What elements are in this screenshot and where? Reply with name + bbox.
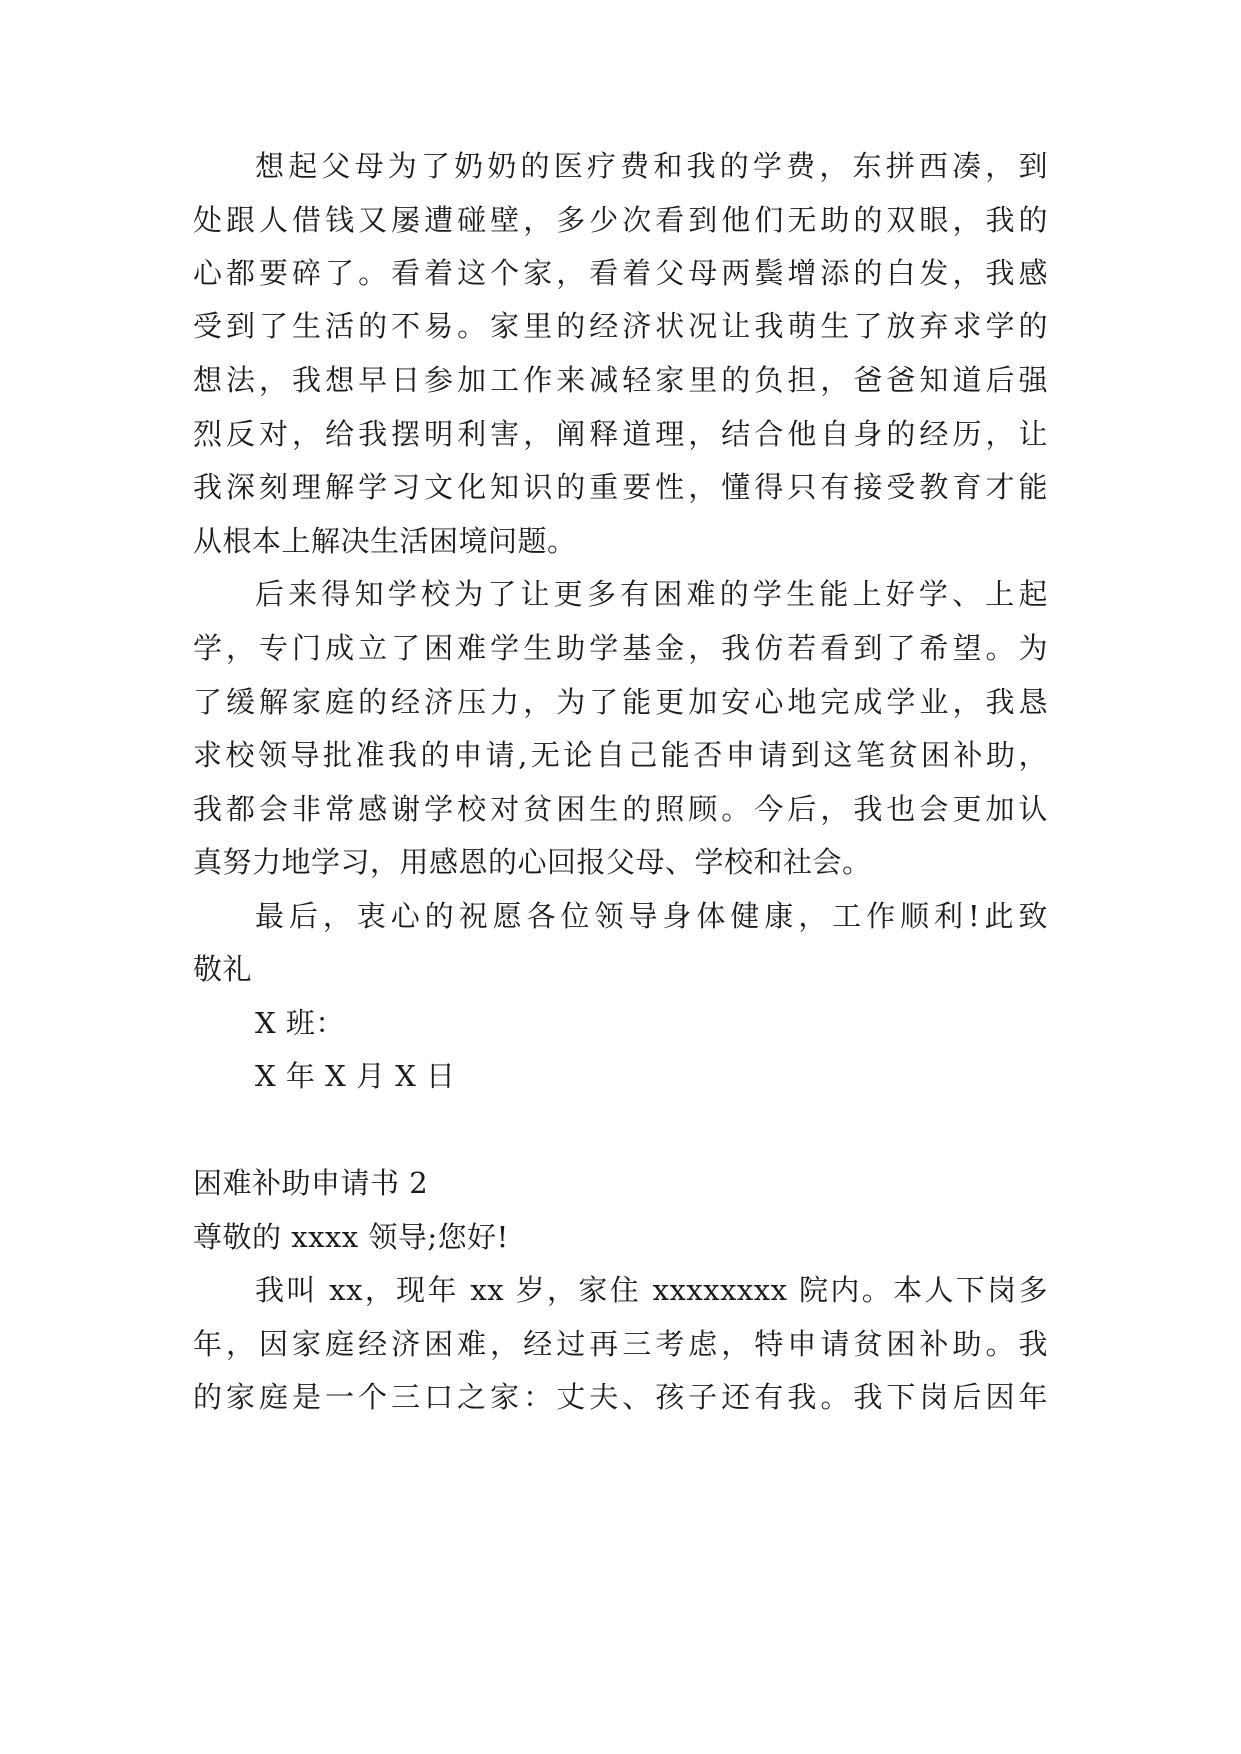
paragraph-2-line-1: 后来得知学校为了让更多有困难的学生能上好学、上起 [255, 577, 1048, 611]
paragraph-1-line-6: 烈反对，给我摆明利害，阐释道理，结合他自身的经历，让 [193, 417, 1048, 451]
paragraph-1-line-7: 我深刻理解学习文化知识的重要性，懂得只有接受教育才能 [193, 470, 1048, 504]
paragraph-2-line-6: 真努力地学习，用感恩的心回报父母、学校和社会。 [193, 845, 872, 879]
paragraph-1-line-8: 从根本上解决生活困境问题。 [193, 524, 577, 558]
paragraph-1-line-2: 处跟人借钱又屡遭碰壁，多少次看到他们无助的双眼，我的 [193, 203, 1048, 237]
paragraph-3-line-1: 我叫 xx，现年 xx 岁，家住 xxxxxxxx 院内。本人下岗多 [255, 1273, 1048, 1307]
paragraph-1-line-4: 受到了生活的不易。家里的经济状况让我萌生了放弃求学的 [193, 309, 1048, 343]
paragraph-2-line-3: 了缓解家庭的经济压力，为了能更加安心地完成学业，我恳 [193, 685, 1048, 719]
paragraph-2-line-4: 求校领导批准我的申请,无论自己能否申请到这笔贫困补助， [193, 738, 1048, 772]
signature-class: X 班： [255, 1006, 345, 1040]
paragraph-2-line-5: 我都会非常感谢学校对贫困生的照顾。今后，我也会更加认 [193, 792, 1048, 826]
salutation-jingli: 敬礼 [193, 952, 253, 986]
paragraph-3-line-2: 年，因家庭经济困难，经过再三考虑，特申请贫困补助。我 [193, 1327, 1048, 1361]
paragraph-1-line-5: 想法，我想早日参加工作来减轻家里的负担，爸爸知道后强 [193, 363, 1048, 397]
section-heading-2: 困难补助申请书 2 [193, 1166, 429, 1200]
closing-line: 最后，衷心的祝愿各位领导身体健康，工作顺利!此致 [255, 899, 1048, 933]
paragraph-2-line-2: 学，专门成立了困难学生助学基金，我仿若看到了希望。为 [193, 631, 1048, 665]
paragraph-3-line-3: 的家庭是一个三口之家：丈夫、孩子还有我。我下岗后因年 [193, 1380, 1048, 1414]
greeting-line: 尊敬的 xxxx 领导;您好! [193, 1220, 509, 1254]
paragraph-1-line-1: 想起父母为了奶奶的医疗费和我的学费，东拼西凑，到 [255, 149, 1048, 183]
paragraph-1-line-3: 心都要碎了。看着这个家，看着父母两鬓增添的白发，我感 [193, 256, 1048, 290]
signature-date: X 年 X 月 X 日 [255, 1059, 456, 1093]
